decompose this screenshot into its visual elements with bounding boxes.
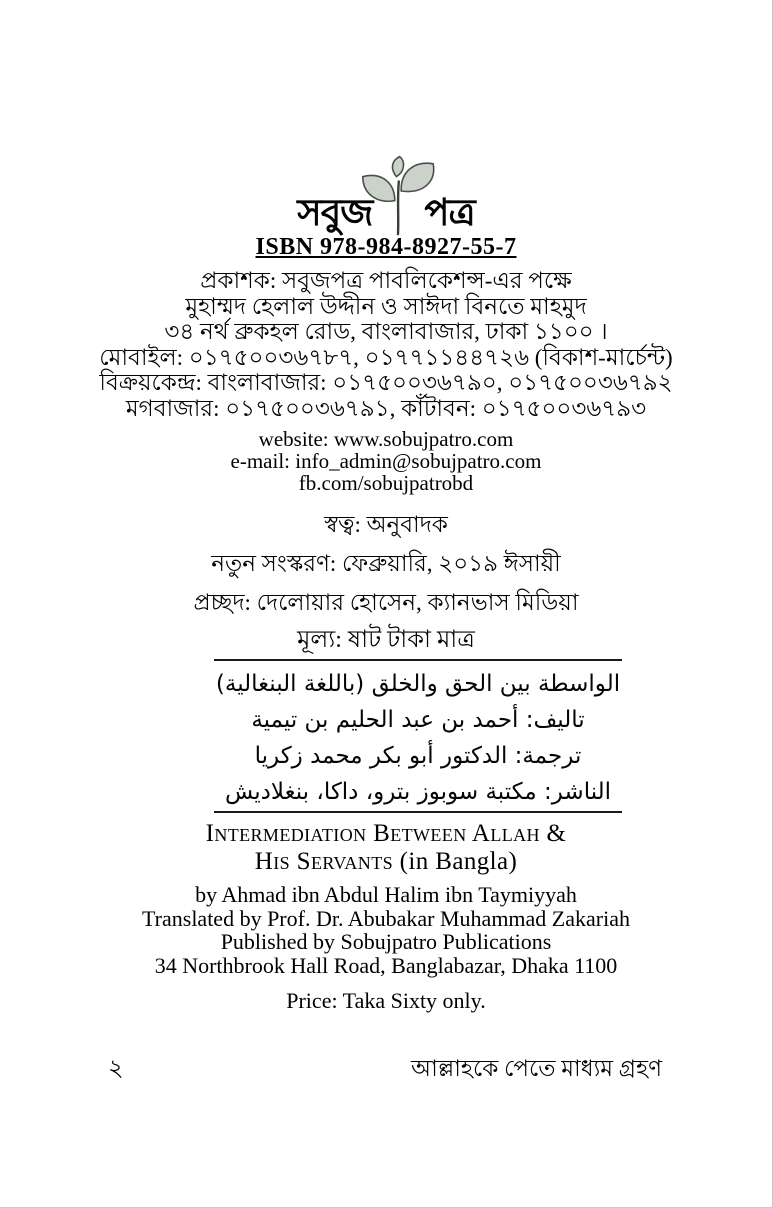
cover-credit-line: প্রচ্ছদ: দেলোয়ার হোসেন, ক্যানভাস মিডিয়া: [193, 590, 579, 615]
edition-line: নতুন সংস্করণ: ফেব্রুয়ারি, ২০১৯ ঈসায়ী: [211, 551, 561, 576]
arabic-block: [214, 666, 622, 810]
english-publisher-line: Published by Sobujpatro Publications: [220, 929, 552, 954]
page-number: ২: [108, 1056, 124, 1082]
price-bangla-line: মূল্য: ষাট টাকা মাত্র: [297, 627, 475, 653]
publisher-line: বিক্রয়কেন্দ্র: বাংলাবাজার: ০১৭৫০০৩৬৭৯০, ০১৭৫০০৩৬৭৯২: [99, 370, 673, 395]
publisher-block: [0, 268, 772, 421]
price-english-line: Price: Taka Sixty only.: [286, 988, 486, 1013]
english-title-line2-rest: (in Bangla): [393, 848, 518, 875]
divider-rule-bottom: [214, 811, 622, 813]
email-line: e-mail: info_admin@sobujpatro.com: [230, 449, 542, 473]
english-title-line2-smallcaps: His Servants: [254, 848, 394, 875]
website-line: website: www.sobujpatro.com: [258, 427, 514, 451]
arabic-publisher-line: الناشر: مكتبة سوبوز بترو، داكا، بنغلاديش: [224, 779, 612, 805]
logo-word-right: পত্র: [424, 193, 475, 234]
english-credits-block: [0, 883, 772, 977]
publisher-line: মগবাজার: ০১৭৫০০৩৬৭৯১, কাঁটাবন: ০১৭৫০০৩৬৭৯৩: [125, 395, 647, 421]
english-title-line2: [0, 848, 772, 876]
english-address-line: 34 Northbrook Hall Road, Banglabazar, Dhaka 1100: [154, 952, 618, 978]
facebook-line: fb.com/sobujpatrobd: [298, 471, 474, 495]
running-title: আল্লাহকে পেতে মাধ্যম গ্রহণ: [411, 1056, 662, 1081]
rights-line: স্বত্ব: অনুবাদক: [324, 512, 448, 537]
publisher-line: ৩৪ নর্থ ব্রুকহল রোড, বাংলাবাজার, ঢাকা ১১০০ ।: [164, 319, 608, 344]
english-author-line: by Ahmad ibn Abdul Halim ibn Taymiyyah: [195, 882, 577, 907]
english-title-line1: Intermediation Between Allah &: [205, 820, 567, 847]
english-translator-line: Translated by Prof. Dr. Abubakar Muhammad Zakariah: [142, 905, 630, 931]
publisher-line: প্রকাশক: সবুজপত্র পাবলিকেশন্স-এর পক্ষে: [200, 268, 572, 293]
plant-sprout-icon: [350, 154, 446, 236]
contact-block: [0, 428, 772, 494]
isbn-line: ISBN 978-984-8927-55-7: [255, 234, 517, 260]
arabic-translator-line: ترجمة: الدكتور أبو بكر محمد زكريا: [254, 743, 582, 769]
arabic-author-line: تاليف: أحمد بن عبد الحليم بن تيمية: [251, 707, 585, 733]
logo-word-left: সবুজ: [297, 193, 373, 234]
publisher-line: মুহাম্মদ হেলাল উদ্দীন ও সাঈদা বিনতে মাহমুদ: [185, 293, 587, 319]
publisher-line: মোবাইল: ০১৭৫০০৩৬৭৮৭, ০১৭৭১১৪৪৭২৬ (বিকাশ-মার্চেন্ট): [99, 344, 673, 370]
publisher-logo: [0, 150, 772, 232]
divider-rule-top: [214, 659, 622, 661]
arabic-title-line: الواسطة بين الحق والخلق (باللغة البنغالية): [215, 671, 621, 697]
